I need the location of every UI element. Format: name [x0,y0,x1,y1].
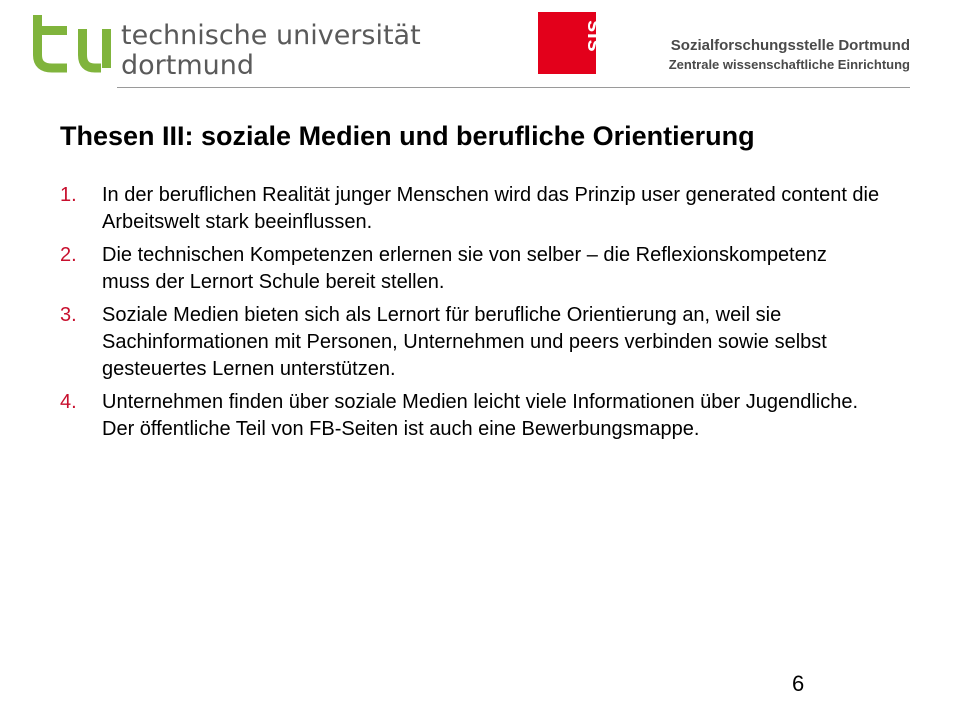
thesis-number: 3. [60,304,77,326]
tu-dortmund-logo [33,15,421,81]
thesis-text: Soziale Medien bieten sich als Lernort für berufliche Orientierung an, weil sie Sachinformationen mit Personen, Unternehmen und peers verbinden sowie selbst gesteuertes Lernen unterstützen. [102,304,827,380]
tu-logo-line1: technische universität [121,20,421,51]
thesis-text: Die technischen Kompetenzen erlernen sie von selber – die Reflexionskompetenz muss der Lernort Schule bereit stellen. [102,244,827,293]
thesis-item [60,389,880,443]
institution-block [604,37,910,73]
thesis-item [60,302,880,383]
theses-list [60,182,880,449]
page-number: 6 [792,671,805,696]
thesis-text: Unternehmen finden über soziale Medien leicht viele Informationen über Jugendliche. Der öffentliche Teil von FB-Seiten ist auch eine Bewerbungsmappe. [102,391,859,440]
thesis-text: In der beruflichen Realität junger Menschen wird das Prinzip user generated content die Arbeitswelt stark beeinflussen. [102,184,880,233]
thesis-item [60,182,880,236]
tu-logo-mark-icon [33,15,115,73]
tu-logo-line2: dortmund [121,50,255,81]
thesis-number: 1. [60,184,77,206]
sfs-logo-text: sfs [583,20,608,52]
thesis-item [60,242,880,296]
thesis-number: 2. [60,244,77,266]
slide-title: Thesen III: soziale Medien und berufliche Orientierung [60,121,755,151]
header-divider [117,87,910,88]
institution-name: Sozialforschungsstelle Dortmund [670,37,910,54]
thesis-number: 4. [60,391,77,413]
sfs-logo [538,12,608,74]
institution-subtitle: Zentrale wissenschaftliche Einrichtung [668,57,910,72]
